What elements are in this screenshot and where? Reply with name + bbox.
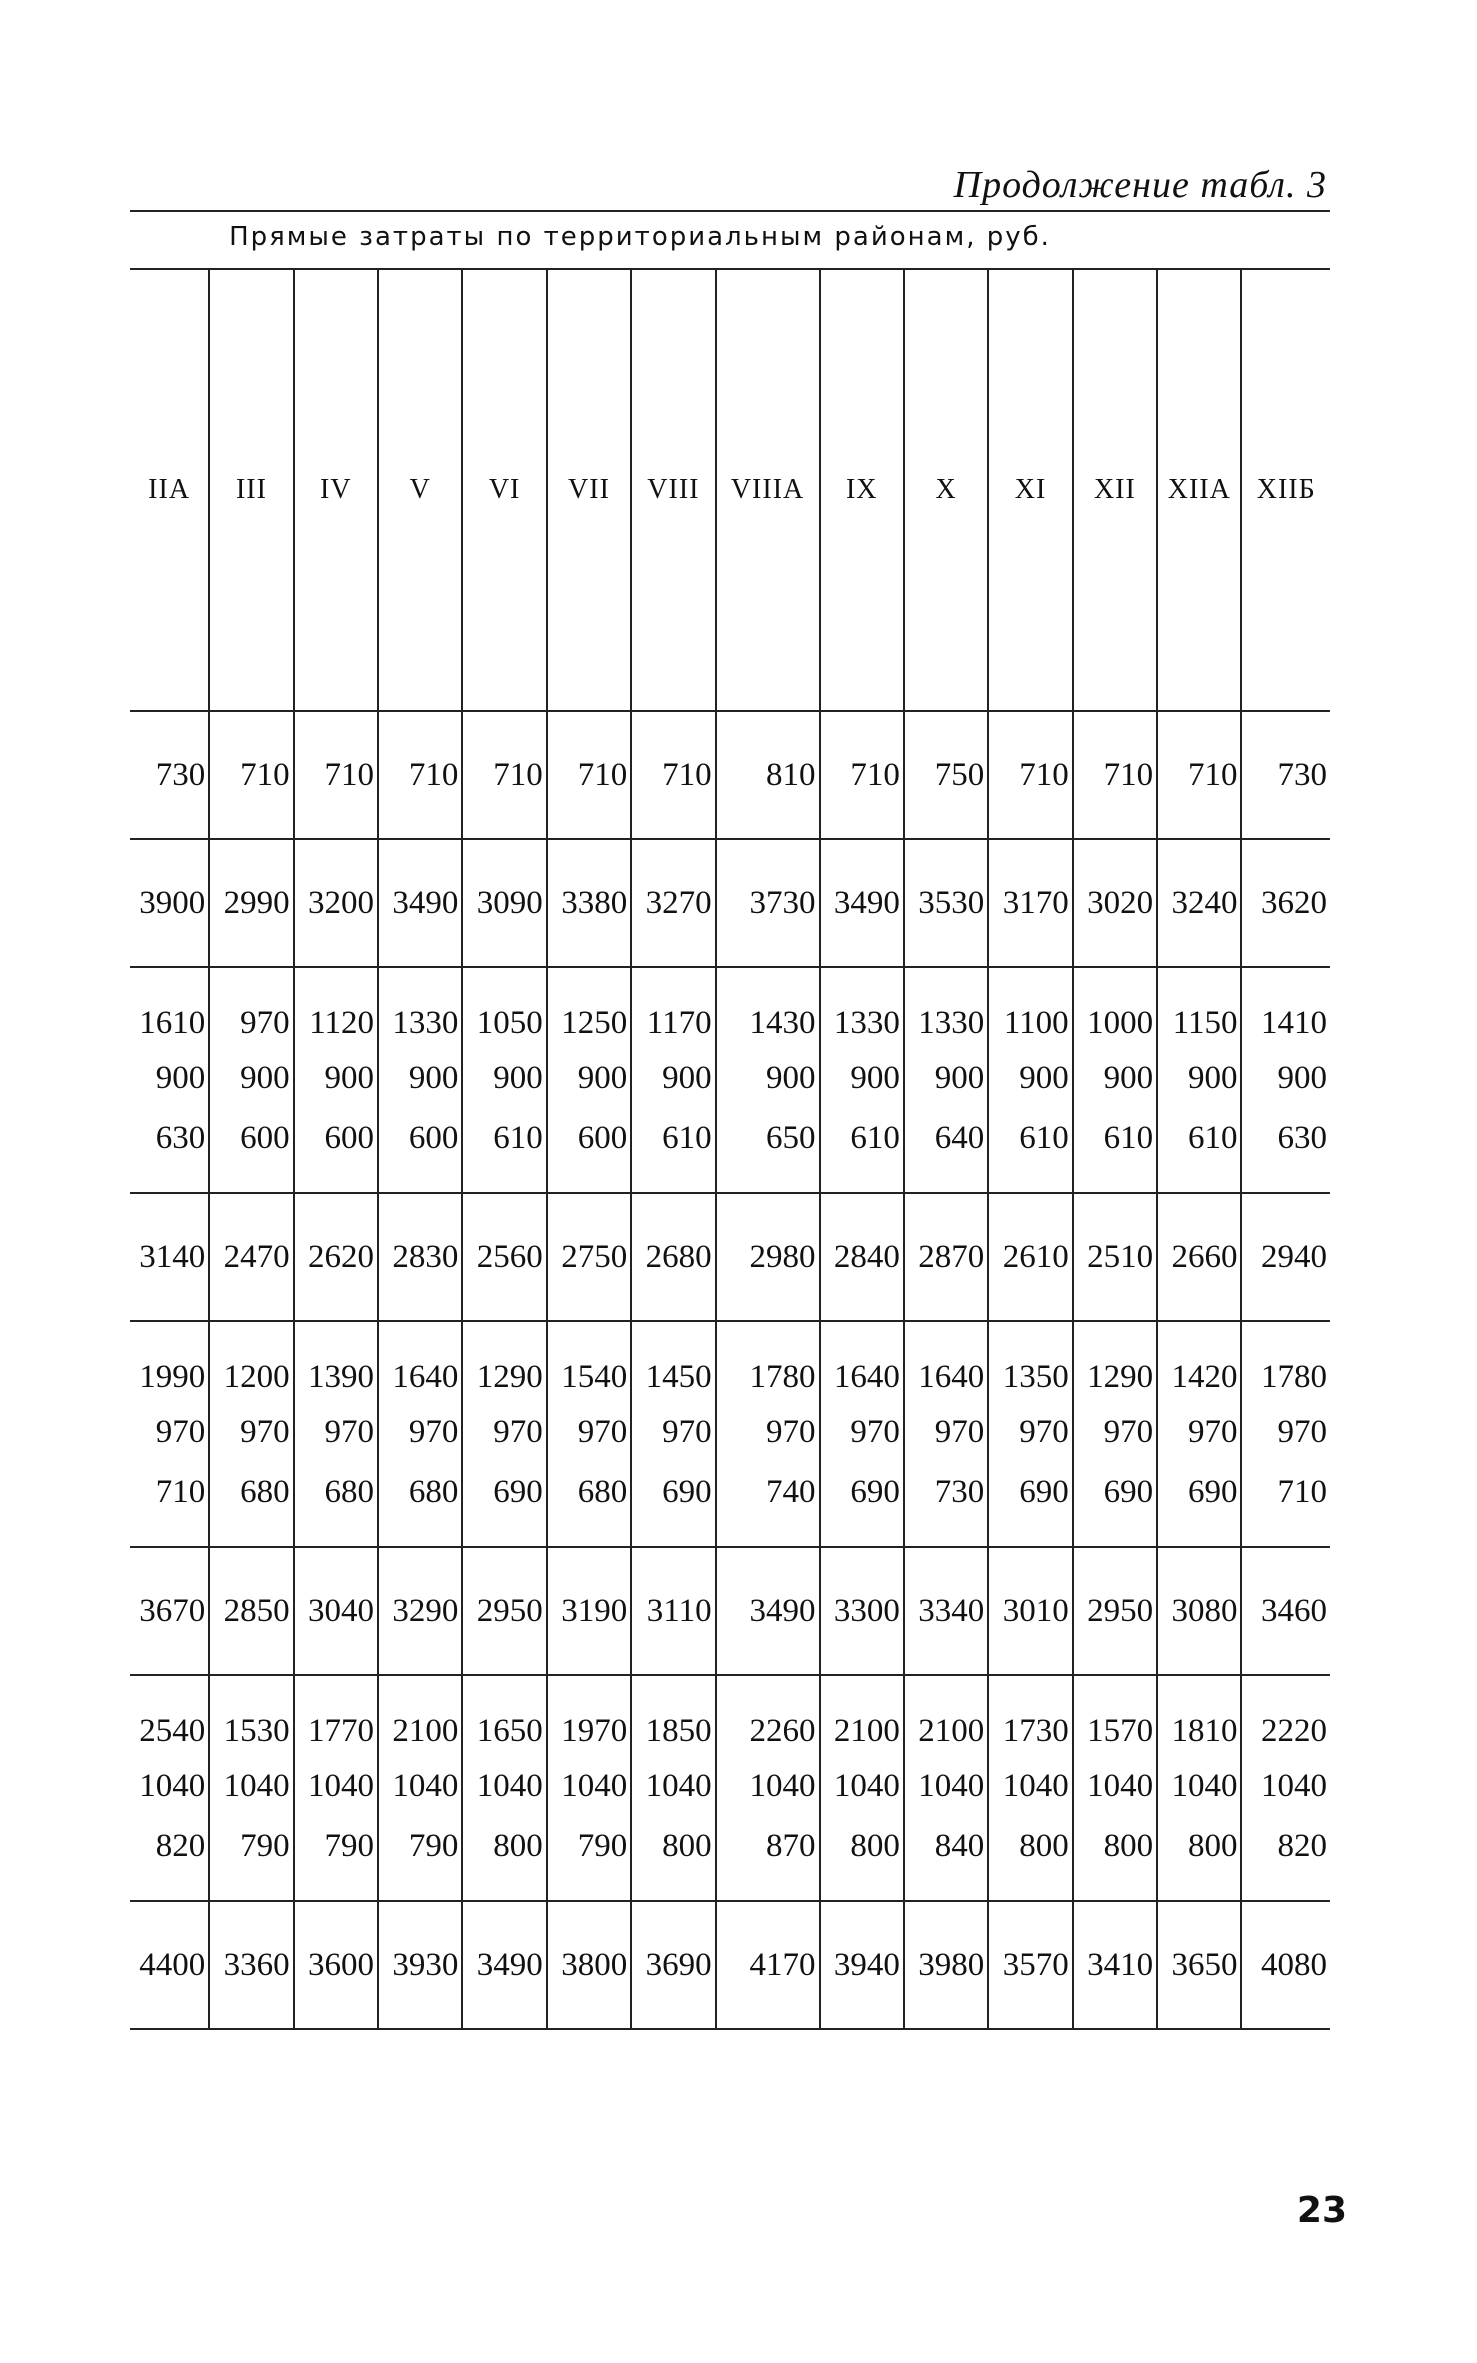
table-cell: 1040 xyxy=(547,1750,631,1822)
table-cell: 690 xyxy=(631,1468,715,1547)
table-cell: 900 xyxy=(378,1042,462,1114)
table-row xyxy=(130,1750,1330,1822)
table-cell: 740 xyxy=(716,1468,820,1547)
column-header: XI xyxy=(988,270,1072,711)
table-cell: 1040 xyxy=(1073,1750,1157,1822)
table-cell: 1200 xyxy=(209,1321,293,1396)
header-row xyxy=(130,270,1330,711)
table-cell: 3690 xyxy=(631,1901,715,2029)
table-cell: 3020 xyxy=(1073,839,1157,967)
table-cell: 2610 xyxy=(988,1193,1072,1321)
table-row xyxy=(130,1396,1330,1468)
table-cell: 630 xyxy=(1241,1114,1330,1193)
table-cell: 3490 xyxy=(378,839,462,967)
column-header: VII xyxy=(547,270,631,711)
table-cell: 900 xyxy=(1241,1042,1330,1114)
table-cell: 800 xyxy=(462,1822,546,1901)
table-cell: 800 xyxy=(988,1822,1072,1901)
table-row xyxy=(130,839,1330,967)
table-cell: 600 xyxy=(209,1114,293,1193)
table-row xyxy=(130,1901,1330,2029)
table-cell: 3650 xyxy=(1157,1901,1241,2029)
table-cell: 2680 xyxy=(631,1193,715,1321)
table-cell: 610 xyxy=(820,1114,904,1193)
table-cell: 640 xyxy=(904,1114,988,1193)
column-header: IIA xyxy=(130,270,209,711)
table-cell: 3460 xyxy=(1241,1547,1330,1675)
table-cell: 1040 xyxy=(209,1750,293,1822)
table-row xyxy=(130,1042,1330,1114)
column-header: IV xyxy=(294,270,378,711)
table-cell: 1000 xyxy=(1073,967,1157,1042)
table-cell: 1610 xyxy=(139,1005,206,1041)
table-cell: 2100 xyxy=(820,1675,904,1750)
table-cell: 3570 xyxy=(988,1901,1072,2029)
table-cell: 2850 xyxy=(209,1547,293,1675)
table-cell: 970 xyxy=(1073,1396,1157,1468)
table-cell: 3380 xyxy=(547,839,631,967)
table-cell: 790 xyxy=(294,1822,378,1901)
table-cell: 610 xyxy=(1073,1114,1157,1193)
table-cell: 710 xyxy=(820,711,904,839)
table-cell: 710 xyxy=(1157,711,1241,839)
table-cell: 710 xyxy=(547,711,631,839)
table-cell: 690 xyxy=(1157,1468,1241,1547)
table-cell: 3940 xyxy=(820,1901,904,2029)
table-cell: 900 xyxy=(462,1042,546,1114)
table-cell: 1570 xyxy=(1073,1675,1157,1750)
top-rule xyxy=(130,210,1330,212)
table-cell: 600 xyxy=(294,1114,378,1193)
table-cell: 3200 xyxy=(294,839,378,967)
table-cell: 2540 xyxy=(139,1713,206,1749)
table-cell: 1040 xyxy=(904,1750,988,1822)
table-cell: 900 xyxy=(155,1059,206,1096)
table-cell: 1810 xyxy=(1157,1675,1241,1750)
table-cell: 820 xyxy=(130,1822,209,1901)
table-cell: 790 xyxy=(209,1822,293,1901)
table-cell: 820 xyxy=(1241,1822,1330,1901)
table-cell: 1970 xyxy=(547,1675,631,1750)
table-cell: 1410 xyxy=(1241,967,1330,1042)
column-header: XIIA xyxy=(1157,270,1241,711)
table-cell: 710 xyxy=(1241,1468,1330,1547)
column-header: VIIIA xyxy=(716,270,820,711)
table-cell: 2100 xyxy=(904,1675,988,1750)
table-cell: 1040 xyxy=(462,1750,546,1822)
table-cell: 840 xyxy=(904,1822,988,1901)
table-cell: 1170 xyxy=(631,967,715,1042)
table-cell: 690 xyxy=(1073,1468,1157,1547)
table-cell: 4170 xyxy=(716,1901,820,2029)
table-cell: 730 xyxy=(904,1468,988,1547)
table-cell: 1040 xyxy=(294,1750,378,1822)
table-cell: 970 xyxy=(631,1396,715,1468)
table-cell: 970 xyxy=(1241,1396,1330,1468)
table-row xyxy=(130,967,1330,1042)
table-cell: 3090 xyxy=(462,839,546,967)
table-cell: 710 xyxy=(209,711,293,839)
table-cell: 970 xyxy=(547,1396,631,1468)
table-cell: 710 xyxy=(631,711,715,839)
column-header: X xyxy=(904,270,988,711)
table-cell: 2950 xyxy=(462,1547,546,1675)
table-cell: 800 xyxy=(1157,1822,1241,1901)
table-cell: 900 xyxy=(716,1042,820,1114)
table-cell: 3360 xyxy=(209,1901,293,2029)
table-continuation-label: Продолжение табл. 3 xyxy=(953,164,1327,206)
table-cell: 680 xyxy=(294,1468,378,1547)
table-row xyxy=(130,1321,1330,1396)
table-cell: 1350 xyxy=(988,1321,1072,1396)
table-cell: 1120 xyxy=(294,967,378,1042)
table-cell: 600 xyxy=(547,1114,631,1193)
table-cell: 2840 xyxy=(820,1193,904,1321)
table-cell: 690 xyxy=(988,1468,1072,1547)
table-cell: 1040 xyxy=(631,1750,715,1822)
table-cell: 2260 xyxy=(716,1675,820,1750)
table-cell: 1850 xyxy=(631,1675,715,1750)
table-cell: 900 xyxy=(294,1042,378,1114)
table-cell: 650 xyxy=(716,1114,820,1193)
table-cell: 900 xyxy=(209,1042,293,1114)
table-cell: 3170 xyxy=(988,839,1072,967)
table-cell: 1290 xyxy=(1073,1321,1157,1396)
table-cell: 900 xyxy=(820,1042,904,1114)
table-cell: 710 xyxy=(130,1468,209,1547)
table-cell: 3340 xyxy=(904,1547,988,1675)
table-cell: 610 xyxy=(462,1114,546,1193)
table-cell: 900 xyxy=(631,1042,715,1114)
table-cell: 1040 xyxy=(988,1750,1072,1822)
table-cell: 4400 xyxy=(130,1901,209,2029)
table-cell: 1050 xyxy=(462,967,546,1042)
table-cell: 970 xyxy=(209,1396,293,1468)
table-cell: 1100 xyxy=(988,967,1072,1042)
table-cell: 1150 xyxy=(1157,967,1241,1042)
table-cell: 610 xyxy=(631,1114,715,1193)
table-cell: 600 xyxy=(378,1114,462,1193)
table-row xyxy=(130,1675,1330,1750)
table-cell: 1290 xyxy=(462,1321,546,1396)
table-cell: 2830 xyxy=(378,1193,462,1321)
table-cell: 2980 xyxy=(716,1193,820,1321)
table-cell: 3670 xyxy=(130,1547,209,1675)
table-cell: 790 xyxy=(547,1822,631,1901)
table-cell: 3900 xyxy=(130,839,209,967)
table-cell: 790 xyxy=(378,1822,462,1901)
table-cell: 810 xyxy=(716,711,820,839)
table-cell: 1040 xyxy=(716,1750,820,1822)
table-cell: 900 xyxy=(988,1042,1072,1114)
table-cell: 2220 xyxy=(1241,1675,1330,1750)
table-caption: Прямые затраты по территориальным районам, руб. xyxy=(229,222,1051,252)
table-cell: 1040 xyxy=(139,1767,206,1804)
table-cell: 3530 xyxy=(904,839,988,967)
table-cell: 900 xyxy=(1157,1042,1241,1114)
table-cell: 970 xyxy=(1157,1396,1241,1468)
table-cell: 1730 xyxy=(988,1675,1072,1750)
column-header: XII xyxy=(1073,270,1157,711)
table-cell: 1330 xyxy=(820,967,904,1042)
table-cell: 1640 xyxy=(820,1321,904,1396)
table-cell: 3110 xyxy=(631,1547,715,1675)
table-cell: 1040 xyxy=(1157,1750,1241,1822)
table-cell: 680 xyxy=(378,1468,462,1547)
table-cell: 970 xyxy=(294,1396,378,1468)
table-cell: 800 xyxy=(1073,1822,1157,1901)
column-header: IX xyxy=(820,270,904,711)
column-header: XIIБ xyxy=(1241,270,1330,711)
table-cell: 3620 xyxy=(1241,839,1330,967)
costs-table xyxy=(130,270,1330,2030)
table-cell: 610 xyxy=(988,1114,1072,1193)
table-cell: 1650 xyxy=(462,1675,546,1750)
table-cell: 3490 xyxy=(462,1901,546,2029)
table-cell: 2510 xyxy=(1073,1193,1157,1321)
table-cell: 3190 xyxy=(547,1547,631,1675)
table-cell: 970 xyxy=(988,1396,1072,1468)
table-cell: 750 xyxy=(904,711,988,839)
table-cell: 3270 xyxy=(631,839,715,967)
table-cell: 1040 xyxy=(820,1750,904,1822)
column-header: V xyxy=(378,270,462,711)
table-cell: 730 xyxy=(1241,711,1330,839)
page-number: 23 xyxy=(1296,2190,1347,2231)
table-cell: 2870 xyxy=(904,1193,988,1321)
table-cell: 1040 xyxy=(378,1750,462,1822)
table-cell: 970 xyxy=(820,1396,904,1468)
table-cell: 3290 xyxy=(378,1547,462,1675)
table-cell: 3730 xyxy=(716,839,820,967)
table-cell: 970 xyxy=(904,1396,988,1468)
table-cell: 970 xyxy=(378,1396,462,1468)
table-cell: 870 xyxy=(716,1822,820,1901)
table-cell: 970 xyxy=(462,1396,546,1468)
table-cell: 970 xyxy=(155,1413,206,1450)
table-cell: 970 xyxy=(716,1396,820,1468)
table-cell: 1250 xyxy=(547,967,631,1042)
table-cell: 710 xyxy=(294,711,378,839)
table-cell: 3800 xyxy=(547,1901,631,2029)
table-cell: 1540 xyxy=(547,1321,631,1396)
table-cell: 2100 xyxy=(378,1675,462,1750)
column-header: VIII xyxy=(631,270,715,711)
table-cell: 3600 xyxy=(294,1901,378,2029)
column-header: III xyxy=(209,270,293,711)
table-cell: 2560 xyxy=(462,1193,546,1321)
table-cell: 630 xyxy=(130,1114,209,1193)
table-cell: 3410 xyxy=(1073,1901,1157,2029)
table-cell: 710 xyxy=(462,711,546,839)
table-cell: 1330 xyxy=(904,967,988,1042)
table-cell: 2940 xyxy=(1241,1193,1330,1321)
table-cell: 3010 xyxy=(988,1547,1072,1675)
table-cell: 710 xyxy=(378,711,462,839)
table-cell: 710 xyxy=(988,711,1072,839)
table-cell: 3930 xyxy=(378,1901,462,2029)
table-cell: 2990 xyxy=(209,839,293,967)
table-row xyxy=(130,1547,1330,1675)
table-cell: 3490 xyxy=(820,839,904,967)
table-cell: 900 xyxy=(904,1042,988,1114)
table-cell: 610 xyxy=(1157,1114,1241,1193)
table-cell: 900 xyxy=(547,1042,631,1114)
table-cell: 3490 xyxy=(716,1547,820,1675)
table-cell: 2470 xyxy=(209,1193,293,1321)
table-cell: 970 xyxy=(209,967,293,1042)
table-cell: 3300 xyxy=(820,1547,904,1675)
table-cell: 1640 xyxy=(378,1321,462,1396)
table-cell: 690 xyxy=(820,1468,904,1547)
table-cell: 800 xyxy=(631,1822,715,1901)
table-cell: 3240 xyxy=(1157,839,1241,967)
table-cell: 2660 xyxy=(1157,1193,1241,1321)
column-header: VI xyxy=(462,270,546,711)
table-cell: 1770 xyxy=(294,1675,378,1750)
table-cell: 2620 xyxy=(294,1193,378,1321)
table-row xyxy=(130,1468,1330,1547)
table-cell: 730 xyxy=(130,711,209,839)
table-cell: 680 xyxy=(547,1468,631,1547)
table-cell: 1420 xyxy=(1157,1321,1241,1396)
table-cell: 900 xyxy=(1073,1042,1157,1114)
table-cell: 1780 xyxy=(716,1321,820,1396)
table-row xyxy=(130,1114,1330,1193)
table-cell: 4080 xyxy=(1241,1901,1330,2029)
table-cell: 2950 xyxy=(1073,1547,1157,1675)
table-body xyxy=(130,711,1330,2029)
table-cell: 1990 xyxy=(139,1359,206,1395)
table-cell: 1040 xyxy=(1241,1750,1330,1822)
table-cell: 680 xyxy=(209,1468,293,1547)
table-cell: 3140 xyxy=(130,1193,209,1321)
table-cell: 1430 xyxy=(716,967,820,1042)
table-cell: 3080 xyxy=(1157,1547,1241,1675)
table-cell: 800 xyxy=(820,1822,904,1901)
table-cell: 1530 xyxy=(209,1675,293,1750)
table-cell: 1450 xyxy=(631,1321,715,1396)
table-cell: 1640 xyxy=(904,1321,988,1396)
table-cell: 1330 xyxy=(378,967,462,1042)
table-cell: 3980 xyxy=(904,1901,988,2029)
table-cell: 710 xyxy=(1073,711,1157,839)
table-cell: 2750 xyxy=(547,1193,631,1321)
table-row xyxy=(130,711,1330,839)
table-cell: 1780 xyxy=(1241,1321,1330,1396)
table-row xyxy=(130,1193,1330,1321)
table-cell: 690 xyxy=(462,1468,546,1547)
table-cell: 3040 xyxy=(294,1547,378,1675)
table-row xyxy=(130,1822,1330,1901)
table-cell: 1390 xyxy=(294,1321,378,1396)
